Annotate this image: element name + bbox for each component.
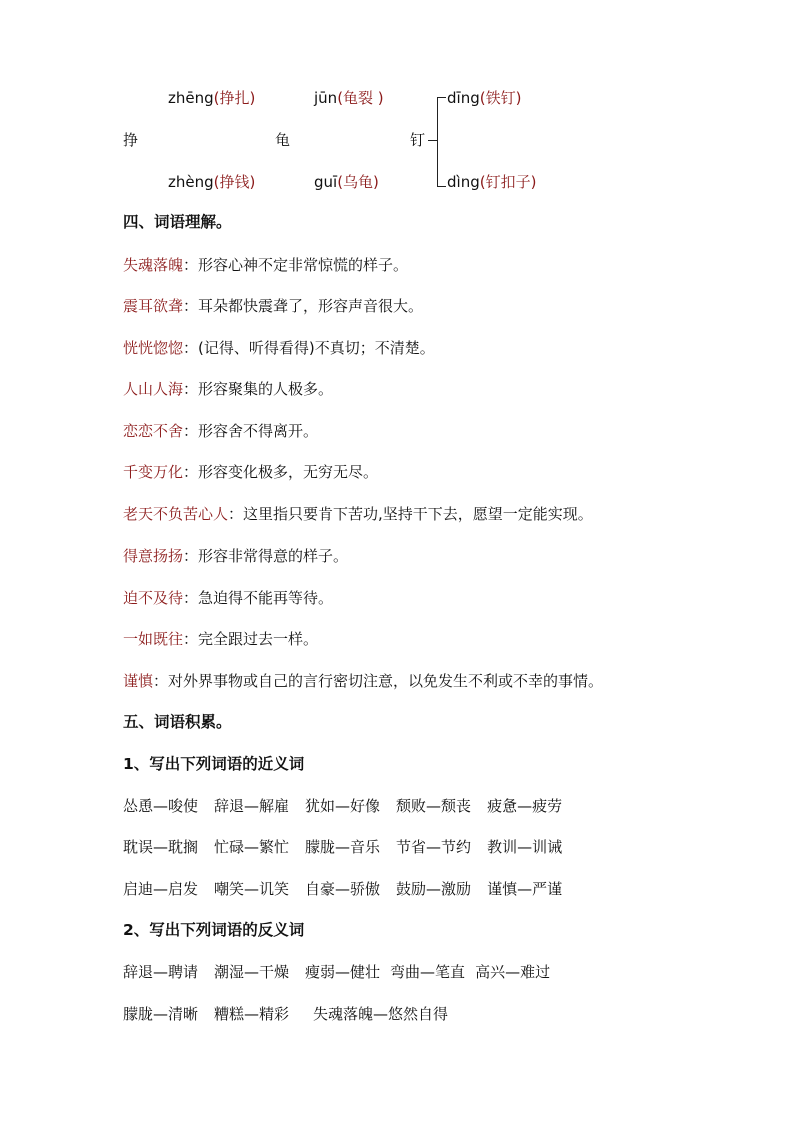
def-item: 得意扬扬：形容非常得意的样子。 [123,547,349,565]
pinyin-ding-1: dīng(铁钉) [447,89,522,107]
def-item: 失魂落魄：形容心神不定非常惊慌的样子。 [123,256,409,274]
char-zheng: 挣 [123,131,139,149]
def-item: 一如既往：完全跟过去一样。 [123,630,319,648]
def-item: 恍恍惚惚：(记得、听得看得)不真切；不清楚。 [123,339,435,357]
def-item: 千变万化：形容变化极多，无穷无尽。 [123,463,379,481]
section4-title: 四、词语理解。 [123,213,232,231]
char-ding: 钉 [410,131,426,149]
synonym-row: 启迪—启发 嘲笑—讥笑 自豪—骄傲 鼓励—激励 谨慎—严谨 [123,880,563,898]
def-item: 老天不负苦心人：这里指只要肯下苦功,坚持干下去，愿望一定能实现。 [123,505,593,523]
brace-tick [428,140,437,141]
pinyin-zheng-2: zhèng(挣钱) [168,173,256,191]
def-item: 恋恋不舍：形容舍不得离开。 [123,422,319,440]
section5-title: 五、词语积累。 [123,713,232,731]
antonym-row: 辞退—聘请 潮湿—干燥 瘦弱—健壮 弯曲—笔直 高兴—难过 [123,963,551,981]
synonym-row: 耽误—耽搁 忙碌—繁忙 朦胧—音乐 节省—节约 教训—训诫 [123,838,563,856]
pinyin-gui-2: guī(乌龟) [314,173,379,191]
antonyms-title: 2、写出下列词语的反义词 [123,921,305,939]
brace-bracket [437,97,446,187]
antonym-row: 朦胧—清晰 糟糕—精彩 失魂落魄—悠然自得 [123,1005,449,1023]
def-item: 谨慎：对外界事物或自己的言行密切注意，以免发生不利或不幸的事情。 [123,672,604,690]
def-item: 人山人海：形容聚集的人极多。 [123,380,334,398]
pinyin-zheng-1: zhēng(挣扎) [168,89,256,107]
pinyin-gui-1: jūn(龟裂 ) [314,89,384,107]
synonym-row: 怂恿—唆使 辞退—解雇 犹如—好像 颓败—颓丧 疲惫—疲劳 [123,797,563,815]
def-item: 震耳欲聋：耳朵都快震聋了，形容声音很大。 [123,297,424,315]
char-gui: 龟 [275,131,291,149]
synonyms-title: 1、写出下列词语的近义词 [123,755,305,773]
pinyin-ding-2: dìng(钉扣子) [447,173,537,191]
def-item: 迫不及待：急迫得不能再等待。 [123,589,334,607]
